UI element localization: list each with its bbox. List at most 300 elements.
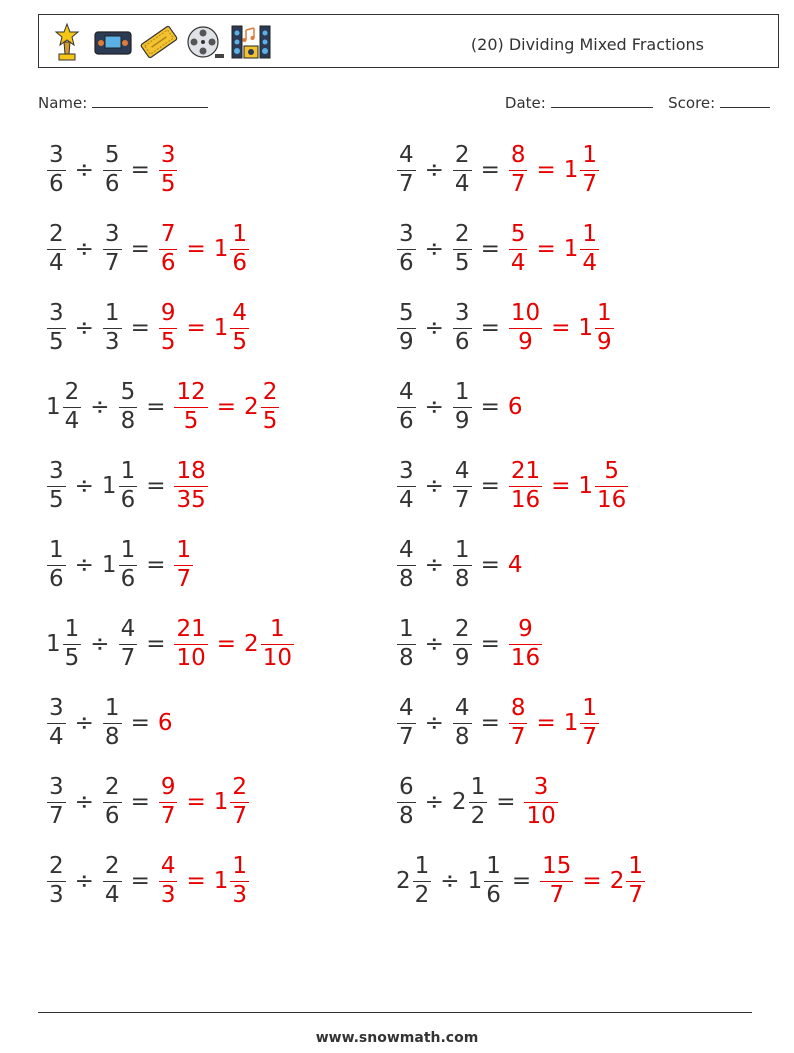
answer-denominator: 7	[176, 566, 192, 593]
problem-item	[396, 614, 543, 674]
equals-sign: =	[130, 236, 150, 262]
answer-denominator: 10	[176, 645, 206, 672]
answer-denominator: 5	[160, 329, 176, 356]
equals-sign: =	[480, 315, 500, 341]
answer-denominator: 7	[582, 171, 598, 198]
equals-sign: =	[536, 710, 556, 736]
score-blank[interactable]	[720, 94, 770, 108]
divisor-fraction	[103, 694, 122, 751]
answer-numerator: 18	[176, 457, 206, 484]
answer-numerator: 1	[582, 141, 598, 168]
divisor-denominator: 4	[454, 171, 470, 198]
answer-fraction	[159, 852, 178, 909]
answer-numerator: 4	[232, 299, 248, 326]
equals-sign: =	[130, 315, 150, 341]
equals-sign: =	[146, 631, 166, 657]
divisor-numerator: 4	[120, 615, 136, 642]
answer-fraction	[509, 141, 528, 198]
dividend-numerator: 3	[49, 299, 64, 326]
divisor-whole: 2	[451, 789, 467, 815]
answer-denominator: 10	[262, 645, 292, 672]
equals-sign: =	[186, 315, 206, 341]
answer-denominator: 4	[510, 250, 526, 277]
answer-fraction	[524, 773, 557, 830]
answer-numerator: 2	[232, 773, 248, 800]
answer-denominator: 35	[176, 487, 206, 514]
equals-sign: =	[130, 868, 150, 894]
answer-whole: 1	[563, 236, 579, 262]
divide-sign: ÷	[74, 315, 94, 341]
answer-denominator: 7	[160, 803, 176, 830]
answer-whole: 1	[578, 473, 594, 499]
dividend-fraction	[397, 773, 416, 830]
divide-sign: ÷	[74, 157, 94, 183]
answer	[173, 536, 194, 593]
answer-fraction	[626, 852, 645, 909]
equals-sign: =	[130, 710, 150, 736]
divisor-numerator: 2	[454, 141, 470, 168]
dividend-denominator: 6	[399, 250, 414, 277]
problem-item	[46, 614, 295, 674]
divide-sign: ÷	[424, 552, 444, 578]
dividend-denominator: 4	[64, 408, 80, 435]
equals-sign: =	[146, 394, 166, 420]
answer	[173, 457, 208, 514]
answer-fraction	[230, 220, 249, 277]
dividend-fraction	[397, 220, 416, 277]
answer-fraction	[509, 694, 528, 751]
dividend-fraction	[397, 141, 416, 198]
dividend-fraction	[47, 141, 66, 198]
answer-denominator: 7	[628, 882, 643, 909]
answer-whole: 4	[507, 552, 523, 578]
divide-sign: ÷	[424, 789, 444, 815]
divisor-fraction	[469, 773, 488, 830]
dividend-numerator: 4	[399, 378, 414, 405]
problem-item	[396, 535, 523, 595]
divide-sign: ÷	[74, 473, 94, 499]
answer-fraction	[230, 852, 249, 909]
dividend-numerator: 3	[399, 220, 414, 247]
dividend-denominator: 9	[399, 329, 414, 356]
dividend-denominator: 4	[49, 724, 64, 751]
divisor-denominator: 6	[104, 803, 120, 830]
dividend-fraction	[47, 220, 66, 277]
answer-whole: 1	[213, 236, 229, 262]
equals-sign: =	[480, 473, 500, 499]
divisor-fraction	[453, 457, 472, 514]
divisor-numerator: 3	[104, 220, 120, 247]
dividend-numerator: 2	[64, 378, 80, 405]
answer-fraction	[509, 457, 542, 514]
dividend-denominator: 6	[399, 408, 414, 435]
answer-numerator: 1	[232, 852, 248, 879]
divisor-denominator: 6	[486, 882, 501, 909]
answer-denominator: 7	[549, 882, 565, 909]
dividend-fraction	[63, 378, 82, 435]
equals-sign: =	[511, 868, 532, 894]
divisor-denominator: 7	[454, 487, 470, 514]
divide-sign: ÷	[424, 473, 444, 499]
divide-sign: ÷	[74, 552, 94, 578]
answer-numerator: 1	[176, 536, 192, 563]
divide-sign: ÷	[74, 710, 94, 736]
problem-item	[396, 219, 600, 279]
divisor-fraction	[453, 615, 472, 672]
answer	[508, 394, 524, 420]
answer	[523, 773, 558, 830]
answer-numerator: 1	[270, 615, 285, 642]
divisor-fraction	[103, 220, 122, 277]
dividend-fraction	[47, 299, 66, 356]
answer	[508, 615, 543, 672]
answer-numerator: 3	[533, 773, 549, 800]
problem-item	[396, 772, 559, 832]
equals-sign: =	[496, 789, 516, 815]
answer-numerator: 12	[176, 378, 206, 405]
dividend-numerator: 3	[49, 457, 64, 484]
equals-sign: =	[480, 710, 500, 736]
divisor-numerator: 4	[454, 457, 470, 484]
dividend-whole: 2	[396, 868, 411, 894]
answer-fraction	[509, 615, 542, 672]
divisor-whole: 1	[467, 868, 483, 894]
problem-item	[46, 219, 250, 279]
footer-website: www.snowmath.com	[315, 1030, 479, 1046]
film-reel-icon	[185, 22, 225, 62]
trophy-icon	[47, 22, 87, 62]
divisor-denominator: 5	[454, 250, 470, 277]
dividend-denominator: 5	[49, 329, 64, 356]
answer-numerator: 1	[628, 852, 643, 879]
answer-fraction	[174, 615, 207, 672]
problem-item	[46, 298, 250, 358]
dividend-numerator: 1	[49, 536, 64, 563]
equals-sign: =	[146, 552, 166, 578]
dividend-denominator: 4	[399, 487, 414, 514]
answer-numerator: 21	[176, 615, 206, 642]
dividend-numerator: 1	[414, 852, 430, 879]
divisor-denominator: 3	[104, 329, 120, 356]
answer-denominator: 7	[232, 803, 248, 830]
answer-denominator: 16	[510, 487, 541, 514]
divisor-fraction	[119, 378, 138, 435]
answer-whole: 1	[563, 157, 579, 183]
dividend-fraction	[47, 536, 66, 593]
divisor-denominator: 4	[104, 882, 120, 909]
divisor-denominator: 8	[454, 566, 470, 593]
equals-sign: =	[480, 236, 500, 262]
answer	[158, 773, 250, 830]
answer	[508, 457, 629, 514]
divisor-denominator: 9	[454, 645, 470, 672]
dividend-numerator: 3	[49, 773, 64, 800]
divisor-fraction	[119, 615, 138, 672]
answer-denominator: 16	[597, 487, 627, 514]
dividend-denominator: 3	[49, 882, 64, 909]
answer-denominator: 5	[232, 329, 248, 356]
answer	[508, 220, 600, 277]
date-blank[interactable]	[551, 94, 653, 108]
divisor-fraction	[453, 220, 472, 277]
answer-whole: 6	[507, 394, 523, 420]
answer-fraction	[595, 457, 628, 514]
problem-item	[396, 377, 523, 437]
answer-numerator: 5	[510, 220, 526, 247]
footer-divider	[38, 1012, 752, 1013]
divide-sign: ÷	[424, 315, 444, 341]
equals-sign: =	[186, 236, 206, 262]
answer-denominator: 3	[160, 882, 176, 909]
divisor-numerator: 1	[104, 299, 120, 326]
answer-whole: 1	[578, 315, 594, 341]
equals-sign: =	[551, 473, 571, 499]
dividend-numerator: 6	[399, 773, 414, 800]
score-label: Score:	[668, 94, 716, 112]
divisor-fraction	[119, 457, 138, 514]
divisor-numerator: 1	[120, 536, 136, 563]
divide-sign: ÷	[424, 157, 444, 183]
dividend-whole: 1	[46, 631, 61, 657]
dividend-whole: 1	[46, 394, 61, 420]
dividend-fraction	[397, 378, 416, 435]
name-blank[interactable]	[92, 94, 208, 108]
answer-fraction	[230, 299, 249, 356]
equals-sign: =	[186, 789, 206, 815]
divisor-denominator: 2	[470, 803, 486, 830]
answer-fraction	[580, 220, 599, 277]
answer-fraction	[540, 852, 573, 909]
answer-fraction	[261, 615, 294, 672]
dividend-fraction	[397, 615, 416, 672]
answer-whole: 1	[213, 868, 229, 894]
answer	[508, 694, 600, 751]
answer-fraction	[159, 773, 178, 830]
date-score-fields	[505, 94, 770, 112]
equals-sign: =	[130, 789, 150, 815]
answer-numerator: 7	[160, 220, 176, 247]
dividend-numerator: 4	[399, 141, 414, 168]
divisor-fraction	[103, 141, 122, 198]
answer	[158, 852, 250, 909]
divisor-numerator: 1	[486, 852, 501, 879]
answer-denominator: 16	[510, 645, 541, 672]
problem-item	[46, 772, 250, 832]
answer-fraction	[174, 536, 193, 593]
answer-whole: 1	[213, 315, 229, 341]
divide-sign: ÷	[74, 236, 94, 262]
answer-denominator: 9	[518, 329, 533, 356]
divisor-denominator: 9	[454, 408, 470, 435]
divisor-numerator: 1	[120, 457, 136, 484]
divisor-numerator: 3	[454, 299, 470, 326]
divisor-denominator: 6	[104, 171, 120, 198]
speakers-icon	[231, 22, 271, 62]
dividend-fraction	[397, 299, 416, 356]
divide-sign: ÷	[424, 631, 444, 657]
answer-numerator: 9	[160, 299, 176, 326]
problem-item	[396, 298, 615, 358]
divisor-fraction	[119, 536, 138, 593]
divisor-denominator: 8	[120, 408, 136, 435]
divisor-fraction	[484, 852, 503, 909]
dividend-denominator: 8	[399, 566, 414, 593]
answer-numerator: 5	[604, 457, 619, 484]
divisor-denominator: 7	[104, 250, 120, 277]
answer-denominator: 6	[232, 250, 248, 277]
equals-sign: =	[480, 631, 500, 657]
divisor-numerator: 1	[454, 536, 470, 563]
divisor-fraction	[453, 141, 472, 198]
divide-sign: ÷	[90, 394, 110, 420]
equals-sign: =	[582, 868, 602, 894]
answer-numerator: 15	[542, 852, 572, 879]
divide-sign: ÷	[74, 789, 94, 815]
video-tape-icon	[93, 22, 133, 62]
dividend-fraction	[397, 694, 416, 751]
worksheet-title: (20) Dividing Mixed Fractions	[470, 35, 704, 54]
dividend-numerator: 4	[399, 536, 414, 563]
dividend-numerator: 5	[399, 299, 414, 326]
divisor-numerator: 5	[104, 141, 120, 168]
equals-sign: =	[146, 473, 166, 499]
divisor-numerator: 2	[454, 220, 470, 247]
equals-sign: =	[536, 236, 556, 262]
dividend-denominator: 8	[399, 645, 414, 672]
answer-denominator: 5	[262, 408, 278, 435]
answer-numerator: 9	[518, 615, 533, 642]
dividend-numerator: 4	[399, 694, 414, 721]
answer-numerator: 1	[582, 694, 598, 721]
divisor-numerator: 1	[470, 773, 486, 800]
divide-sign: ÷	[424, 710, 444, 736]
problem-item	[46, 140, 178, 200]
divisor-whole: 1	[101, 473, 117, 499]
dividend-denominator: 7	[399, 171, 414, 198]
answer-numerator: 1	[232, 220, 248, 247]
dividend-denominator: 7	[49, 803, 64, 830]
answer-numerator: 1	[582, 220, 598, 247]
answer-fraction	[580, 694, 599, 751]
dividend-fraction	[47, 694, 66, 751]
equals-sign: =	[186, 868, 206, 894]
equals-sign: =	[130, 157, 150, 183]
divisor-denominator: 6	[120, 566, 136, 593]
divisor-denominator: 6	[454, 329, 470, 356]
divisor-fraction	[453, 299, 472, 356]
divisor-fraction	[453, 694, 472, 751]
answer-denominator: 7	[510, 171, 526, 198]
answer-fraction	[159, 141, 178, 198]
answer-denominator: 7	[510, 724, 526, 751]
answer-numerator: 1	[597, 299, 612, 326]
dividend-fraction	[47, 457, 66, 514]
dividend-numerator: 3	[399, 457, 414, 484]
dividend-fraction	[47, 852, 66, 909]
divisor-denominator: 7	[120, 645, 136, 672]
dividend-numerator: 3	[49, 141, 64, 168]
answer-fraction	[580, 141, 599, 198]
problem-item	[46, 851, 250, 911]
dividend-denominator: 6	[49, 566, 64, 593]
dividend-numerator: 1	[64, 615, 80, 642]
answer-denominator: 6	[160, 250, 176, 277]
answer-numerator: 9	[160, 773, 176, 800]
divide-sign: ÷	[424, 394, 444, 420]
divisor-numerator: 4	[454, 694, 470, 721]
divisor-fraction	[453, 536, 472, 593]
answer-fraction	[174, 378, 207, 435]
answer-fraction	[509, 299, 542, 356]
answer-numerator: 2	[262, 378, 278, 405]
divisor-denominator: 8	[104, 724, 120, 751]
divisor-numerator: 2	[454, 615, 470, 642]
problem-item	[46, 456, 209, 516]
divisor-numerator: 1	[104, 694, 120, 721]
answer	[508, 141, 600, 198]
divisor-numerator: 2	[104, 773, 120, 800]
answer-numerator: 21	[510, 457, 541, 484]
dividend-denominator: 5	[49, 487, 64, 514]
answer-denominator: 7	[582, 724, 598, 751]
answer-denominator: 5	[183, 408, 199, 435]
answer	[158, 299, 250, 356]
answer-whole: 2	[244, 631, 259, 657]
answer-numerator: 4	[160, 852, 176, 879]
name-label: Name:	[38, 94, 88, 112]
answer-whole: 1	[213, 789, 229, 815]
dividend-fraction	[397, 536, 416, 593]
divide-sign: ÷	[424, 236, 444, 262]
dividend-denominator: 2	[414, 882, 430, 909]
divisor-numerator: 5	[120, 378, 136, 405]
divisor-numerator: 1	[454, 378, 470, 405]
equals-sign: =	[551, 315, 571, 341]
divisor-denominator: 8	[454, 724, 470, 751]
answer-denominator: 5	[160, 171, 176, 198]
equals-sign: =	[536, 157, 556, 183]
answer-denominator: 3	[232, 882, 248, 909]
answer-whole: 1	[563, 710, 579, 736]
problem-item	[396, 693, 600, 753]
cinema-ticket-icon	[139, 22, 179, 62]
answer-fraction	[174, 457, 207, 514]
dividend-denominator: 5	[64, 645, 80, 672]
answer-numerator: 10	[510, 299, 541, 326]
dividend-numerator: 1	[399, 615, 414, 642]
dividend-fraction	[413, 852, 432, 909]
problem-item	[46, 377, 280, 437]
answer	[508, 299, 615, 356]
answer-denominator: 9	[597, 329, 612, 356]
problem-item	[396, 851, 646, 911]
divisor-denominator: 6	[120, 487, 136, 514]
dividend-numerator: 2	[49, 852, 64, 879]
divisor-fraction	[103, 299, 122, 356]
header-icons	[47, 21, 271, 63]
problem-item	[46, 693, 173, 753]
divisor-fraction	[103, 773, 122, 830]
divisor-numerator: 2	[104, 852, 120, 879]
answer	[158, 141, 179, 198]
dividend-fraction	[63, 615, 82, 672]
equals-sign: =	[216, 631, 237, 657]
answer-whole: 2	[609, 868, 625, 894]
dividend-numerator: 2	[49, 220, 64, 247]
dividend-denominator: 8	[399, 803, 414, 830]
answer-numerator: 8	[510, 694, 526, 721]
date-label: Date:	[504, 94, 546, 112]
